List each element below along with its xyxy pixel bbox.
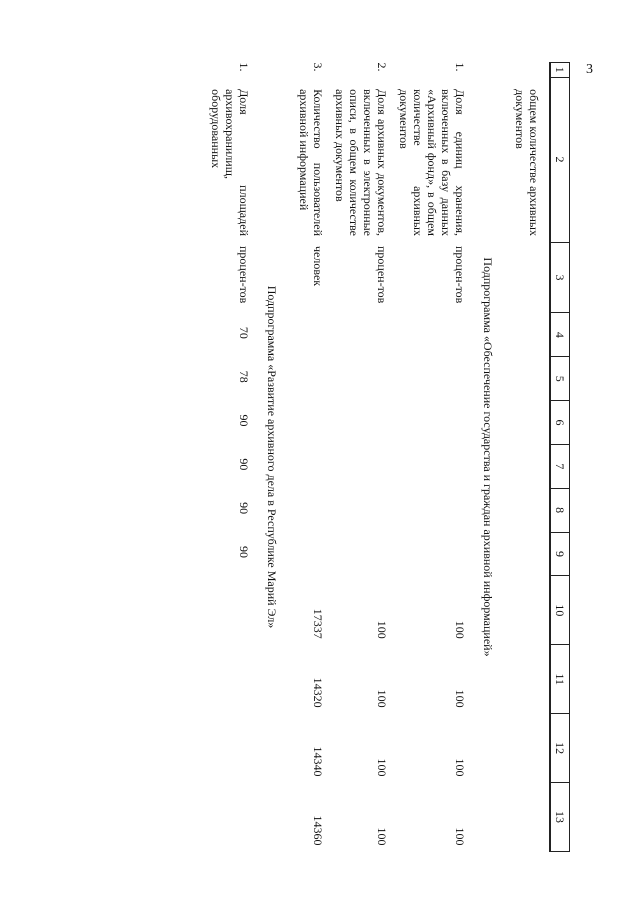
- column-header: 11: [550, 645, 570, 714]
- column-header: 3: [550, 242, 570, 313]
- row-number: 2.: [375, 62, 389, 72]
- subprogram-heading-row: [471, 63, 509, 852]
- value-cell: 90: [237, 502, 251, 515]
- value-cell: 14320: [311, 677, 325, 708]
- column-header: 7: [550, 444, 570, 488]
- table-row: [205, 63, 255, 852]
- page-number: 3: [586, 62, 593, 77]
- table-row: [293, 63, 329, 852]
- column-header: 4: [550, 313, 570, 357]
- unit-cell: процен-тов: [237, 246, 251, 304]
- value-cell: 100: [453, 758, 467, 777]
- indicator-name: Доля архивных документов, включенных в электронные описи, в общем количестве архивных документов: [333, 89, 389, 236]
- value-cell: 100: [453, 689, 467, 708]
- indicator-name: Количество пользователей архивной информацией: [297, 89, 325, 236]
- column-header: 1: [550, 63, 570, 78]
- column-header: 9: [550, 532, 570, 576]
- column-number-row: [550, 63, 570, 852]
- column-header: 2: [550, 77, 570, 242]
- value-cell: 70: [237, 326, 251, 339]
- unit-cell: процен-тов: [375, 246, 389, 304]
- unit-cell: процен-тов: [453, 246, 467, 304]
- row-number: 1.: [453, 62, 467, 72]
- column-header: 8: [550, 488, 570, 532]
- value-cell: 90: [237, 414, 251, 427]
- table-row: [329, 63, 393, 852]
- value-cell: 90: [237, 458, 251, 471]
- value-cell: 14360: [311, 815, 325, 846]
- row-number: 3.: [311, 62, 325, 72]
- value-cell: 100: [375, 827, 389, 846]
- value-cell: 100: [453, 620, 467, 639]
- value-cell: 14340: [311, 746, 325, 777]
- indicator-name: общем количестве архивных документов: [513, 89, 541, 236]
- column-header: 5: [550, 357, 570, 401]
- value-cell: 100: [453, 827, 467, 846]
- value-cell: 100: [375, 689, 389, 708]
- column-header: 6: [550, 401, 570, 445]
- indicators-table: [205, 62, 570, 852]
- value-cell: 100: [375, 758, 389, 777]
- table-row: [393, 63, 471, 852]
- indicator-name: Доля единиц хранения, включенных в базу данных «Архивный фонд», в общем количестве архивных документов: [397, 89, 467, 236]
- value-cell: 90: [237, 546, 251, 558]
- value-cell: 17337: [311, 608, 325, 639]
- subprogram-title: Подпрограмма «Развитие архивного дела в Республике Марий Эл»: [265, 285, 279, 629]
- column-header: 13: [550, 783, 570, 852]
- value-cell: 78: [237, 370, 251, 383]
- value-cell: 100: [375, 620, 389, 639]
- unit-cell: человек: [311, 246, 325, 287]
- column-header: 12: [550, 714, 570, 783]
- column-header: 10: [550, 576, 570, 645]
- row-number: 1.: [237, 62, 251, 72]
- subprogram-heading-row: [255, 63, 293, 852]
- continuation-row: [509, 63, 550, 852]
- indicator-name: Доля площадей архивохранилищ, оборудованных: [209, 89, 251, 236]
- rotated-table-wrapper: [120, 62, 570, 852]
- subprogram-title: Подпрограмма «Обеспечение государства и граждан архивной информацией»: [481, 257, 495, 657]
